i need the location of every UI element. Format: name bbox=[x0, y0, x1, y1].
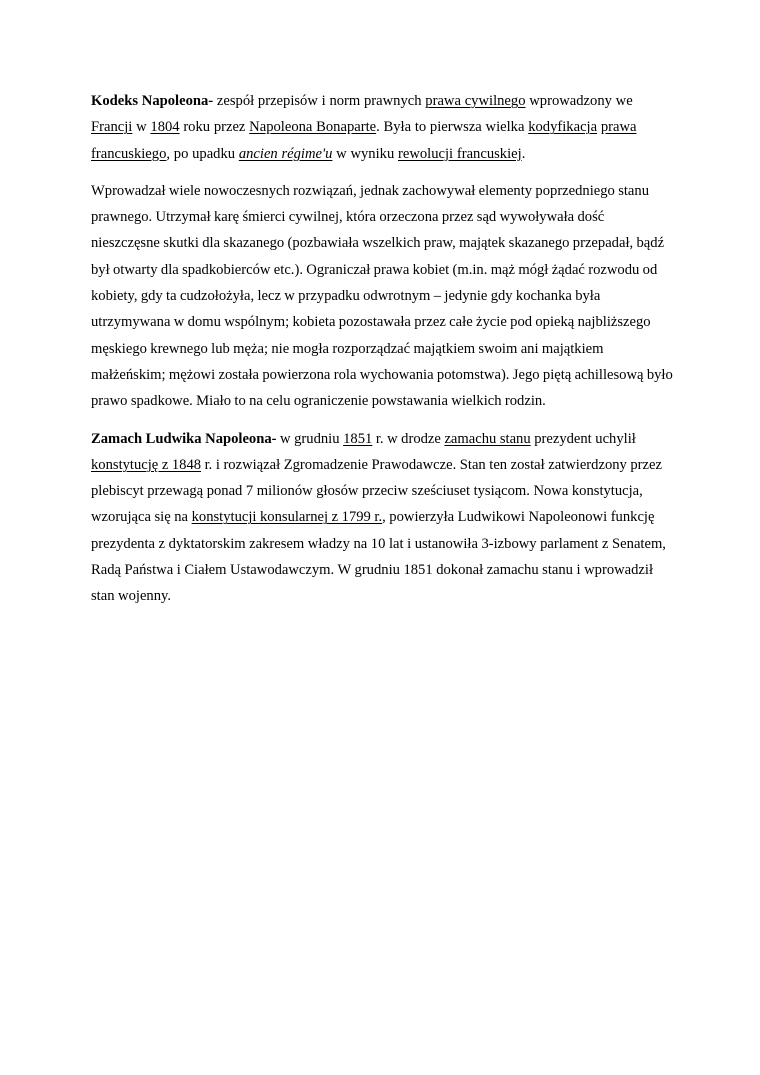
text-segment: zespół przepisów i norm prawnych bbox=[213, 93, 426, 109]
link-ancien-regime[interactable]: ancien régime'u bbox=[238, 145, 333, 162]
text-segment: roku przez bbox=[179, 119, 250, 136]
text-segment: w bbox=[132, 119, 151, 136]
text-segment: w grudniu bbox=[276, 430, 344, 447]
link-napoleona-bonaparte[interactable]: Napoleona Bonaparte bbox=[249, 119, 377, 136]
link-1851[interactable]: 1851 bbox=[343, 430, 373, 447]
link-konstytucji-konsularnej-1799[interactable]: konstytucji konsularnej z 1799 r. bbox=[191, 509, 383, 526]
text-segment: r. i rozwiązał Zgromadzenie Prawodawcze. Stan ten został zatwierdzony przez plebiscyt przewagą ponad 7 milionów głosów przeciw sześciuset tysiącom. Nowa konstytucja, wzorująca się na bbox=[91, 456, 662, 526]
document-page bbox=[91, 88, 676, 621]
text-segment: r. w drodze bbox=[372, 430, 445, 447]
link-1804[interactable]: 1804 bbox=[150, 119, 180, 136]
text-segment: , powierzyła Ludwikowi Napoleonowi funkcję prezydenta z dyktatorskim zakresem władzy na 10 lat i ustanowiła 3-izbowy parlament z Senatem, Radą Państwa i Ciałem Ustawodawczym. W grudniu 1851 dokonał zamachu stanu i wprowadził stan wojenny. bbox=[91, 509, 666, 605]
link-prawa-cywilnego[interactable]: prawa cywilnego bbox=[425, 93, 526, 109]
link-zamachu-stanu[interactable]: zamachu stanu bbox=[444, 430, 531, 447]
heading-zamach-ludwika-napoleona: Zamach Ludwika Napoleona- bbox=[91, 430, 277, 447]
link-kodyfikacja[interactable]: kodyfikacja bbox=[528, 119, 598, 136]
paragraph-kodeks-details: Wprowadzał wiele nowoczesnych rozwiązań, jednak zachowywał elementy poprzedniego stanu prawnego. Utrzymał karę śmierci cywilnej, która orzeczona przez sąd wywoływała dość nieszczęsne skutki dla skazanego (pozbawiała wszelkich praw, majątek skazanego przepadał, bądź był otwarty dla spadkobierców etc.). Ograniczał prawa kobiet (m.in. mąż mógł żądać rozwodu od kobiety, gdy ta cudzołożyła, lecz w przypadku odwrotnym – jedynie gdy kochanka była utrzymywana w domu wspólnym; kobieta pozostawała przez całe życie pod opieką najbliższego męskiego krewnego lub męża; nie mogła rozporządzać majątkiem swoim ani majątkiem małżeńskim; mężowi została powierzona rola wychowania potomstwa). Jego piętą achillesową było prawo spadkowe. Miało to na celu ograniczenie powstawania wielkich rodzin. bbox=[91, 182, 673, 410]
link-rewolucji-francuskiej[interactable]: rewolucji francuskiej bbox=[398, 145, 522, 162]
heading-kodeks-napoleona: Kodeks Napoleona- bbox=[91, 93, 214, 109]
text-segment: wprowadzony we bbox=[525, 93, 633, 109]
link-konstytucje-1848[interactable]: konstytucję z 1848 bbox=[91, 456, 202, 473]
text-segment: , po upadku bbox=[166, 145, 239, 162]
link-francji[interactable]: Francji bbox=[91, 119, 133, 136]
text-segment: . bbox=[521, 145, 526, 162]
paragraph-zamach-ludwika-napoleona bbox=[91, 426, 676, 610]
text-segment: w wyniku bbox=[332, 145, 398, 162]
link-prawa-francuskiego[interactable]: prawa francuskiego bbox=[91, 119, 637, 162]
text-segment: prezydent uchylił bbox=[530, 430, 636, 447]
text-segment: . Była to pierwsza wielka bbox=[376, 119, 529, 136]
paragraph-kodeks-napoleona bbox=[91, 88, 676, 167]
